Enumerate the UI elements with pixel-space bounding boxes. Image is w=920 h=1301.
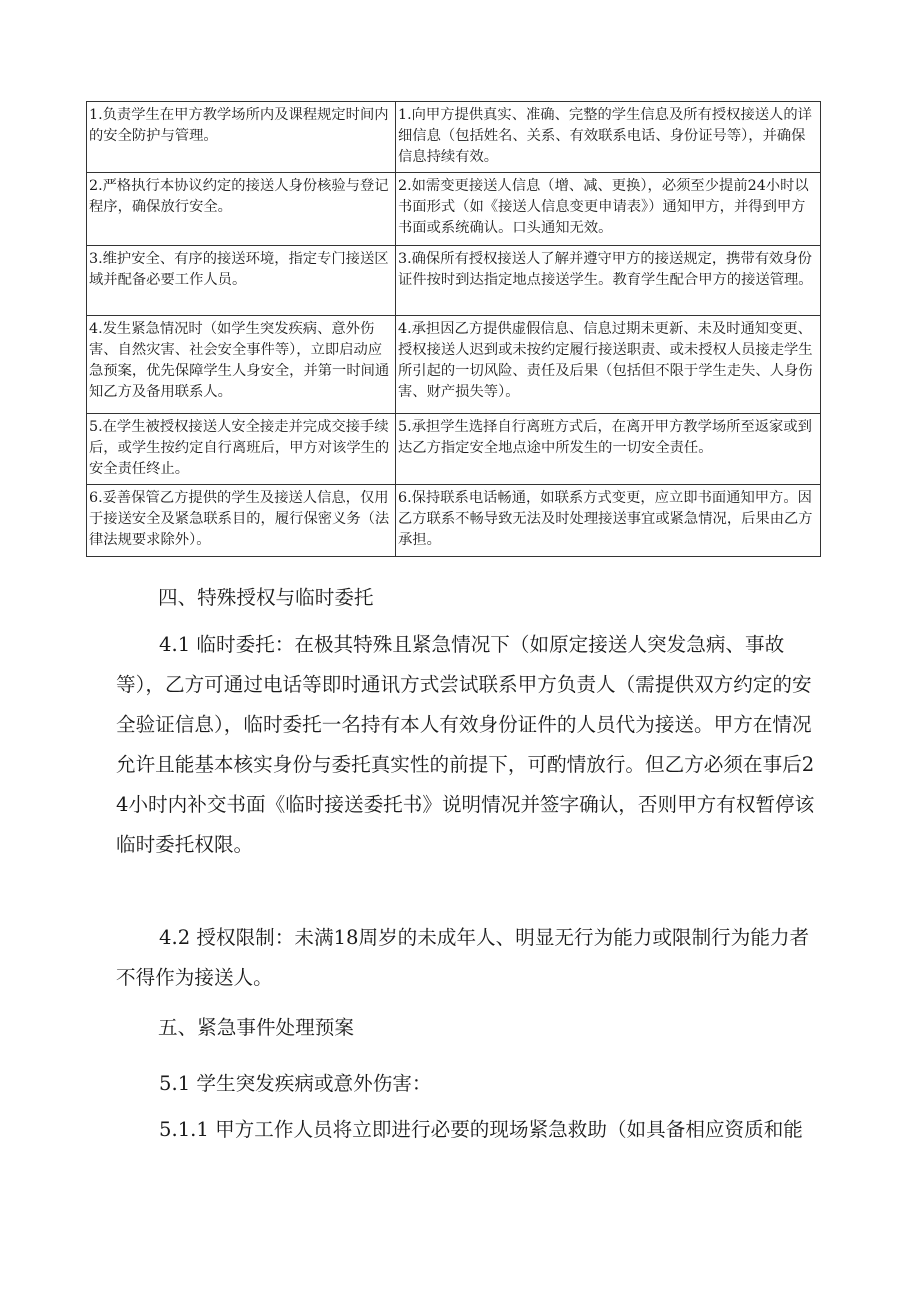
section-4-heading: 四、特殊授权与临时委托: [158, 586, 374, 609]
table-row: [87, 414, 821, 485]
table-row: [87, 485, 821, 557]
party-a-cell: 5.在学生被授权接送人安全接走并完成交接手续后，或学生按约定自行离班后，甲方对该学生的安全责任终止。: [87, 414, 396, 485]
clause-4-1: 4.1 临时委托：在极其特殊且紧急情况下（如原定接送人突发急病、事故等），乙方可通过电话等即时通讯方式尝试联系甲方负责人（需提供双方约定的安全验证信息），临时委托一名持有本人有效身份证件的人员代为接送。甲方在情况允许且能基本核实身份与委托真实性的前提下，可酌情放行。但乙方必须在事后24小时内补交书面《临时接送委托书》说明情况并签字确认，否则甲方有权暂停该临时委托权限。: [116, 633, 815, 856]
table-row: [87, 173, 821, 246]
section-5-1-1-body: [116, 1110, 820, 1150]
party-b-cell: 3.确保所有授权接送人了解并遵守甲方的接送规定，携带有效身份证件按时到达指定地点接送学生。教育学生配合甲方的接送管理。: [396, 246, 821, 316]
responsibility-table: [86, 101, 821, 557]
party-b-cell: 5.承担学生选择自行离班方式后，在离开甲方教学场所至返家或到达乙方指定安全地点途中所发生的一切安全责任。: [396, 414, 821, 485]
party-b-cell: 1.向甲方提供真实、准确、完整的学生信息及所有授权接送人的详细信息（包括姓名、关系、有效联系电话、身份证号等），并确保信息持续有效。: [396, 102, 821, 173]
party-b-cell: 4.承担因乙方提供虚假信息、信息过期未更新、未及时通知变更、授权接送人迟到或未按约定履行接送职责、或未授权人员接走学生所引起的一切风险、责任及后果（包括但不限于学生走失、人身伤害、财产损失等）。: [396, 316, 821, 414]
party-a-cell: 3.维护安全、有序的接送环境，指定专门接送区域并配备必要工作人员。: [87, 246, 396, 316]
section-5-1-body: [116, 1064, 820, 1104]
clause-5-1-1: 5.1.1 甲方工作人员将立即进行必要的现场紧急救助（如具备相应资质和能: [159, 1118, 803, 1141]
party-b-cell: 6.保持联系电话畅通，如联系方式变更，应立即书面通知甲方。因乙方联系不畅导致无法及时处理接送事宜或紧急情况，后果由乙方承担。: [396, 485, 821, 557]
party-a-cell: 6.妥善保管乙方提供的学生及接送人信息，仅用于接送安全及紧急联系目的，履行保密义务（法律法规要求除外）。: [87, 485, 396, 557]
clause-5-1: 5.1 学生突发疾病或意外伤害：: [159, 1072, 432, 1095]
clause-4-2: 4.2 授权限制：未满18周岁的未成年人、明显无行为能力或限制行为能力者不得作为接送人。: [116, 926, 810, 989]
table-row: [87, 316, 821, 414]
party-a-cell: 4.发生紧急情况时（如学生突发疾病、意外伤害、自然灾害、社会安全事件等），立即启动应急预案，优先保障学生人身安全，并第一时间通知乙方及备用联系人。: [87, 316, 396, 414]
section-5-heading: 五、紧急事件处理预案: [158, 1016, 354, 1039]
party-a-cell: 2.严格执行本协议约定的接送人身份核验与登记程序，确保放行安全。: [87, 173, 396, 246]
table-row: [87, 102, 821, 173]
section-4-body: [116, 625, 820, 865]
party-b-cell: 2.如需变更接送人信息（增、减、更换），必须至少提前24小时以书面形式（如《接送人信息变更申请表》）通知甲方，并得到甲方书面或系统确认。口头通知无效。: [396, 173, 821, 246]
table-row: [87, 246, 821, 316]
section-4-2-body: [116, 918, 820, 998]
party-a-cell: 1.负责学生在甲方教学场所内及课程规定时间内的安全防护与管理。: [87, 102, 396, 173]
